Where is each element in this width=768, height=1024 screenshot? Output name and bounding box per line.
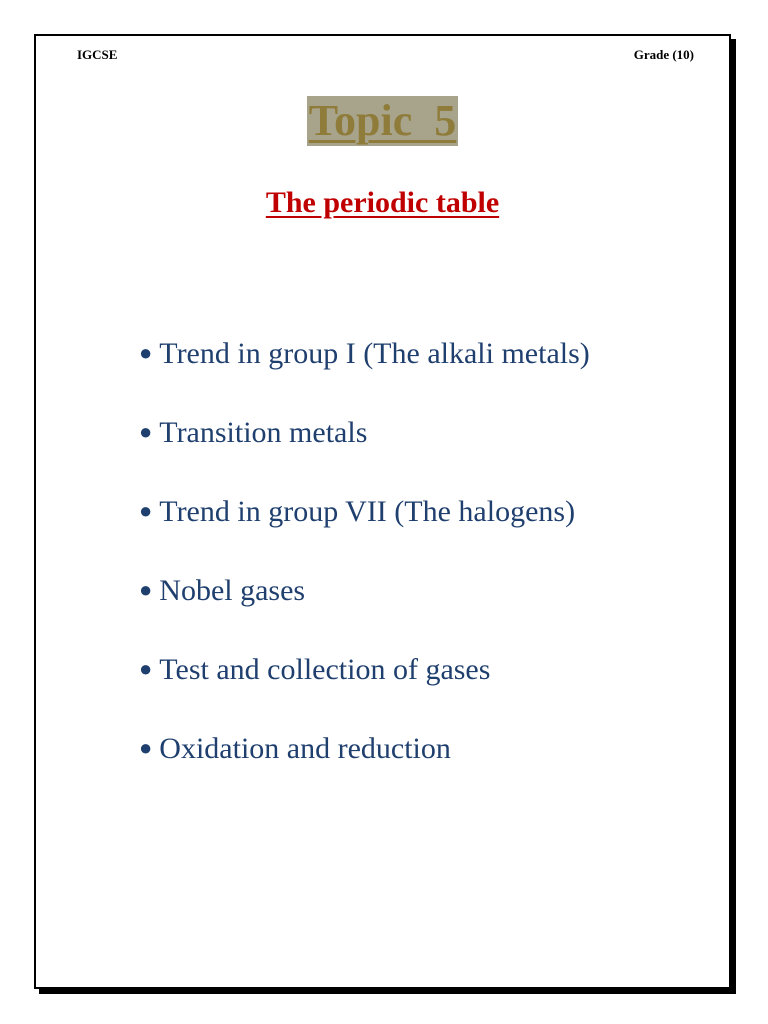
- list-item-text: Trend in group VII (The halogens): [159, 495, 576, 528]
- list-item: [139, 491, 590, 570]
- topic-list: [139, 333, 590, 807]
- list-item: [139, 333, 590, 412]
- topic-title: [36, 96, 729, 146]
- list-item: [139, 412, 590, 491]
- topic-title-text: Topic 5: [308, 96, 457, 145]
- course-label: IGCSE: [77, 47, 118, 62]
- list-item: [139, 570, 590, 649]
- list-item-text: Trend in group I (The alkali metals): [159, 337, 590, 370]
- grade-label: Grade (10): [633, 47, 694, 62]
- list-item: [139, 649, 590, 728]
- page-frame: [34, 34, 731, 989]
- page-subtitle: The periodic table: [265, 186, 500, 219]
- list-item-text: Transition metals: [159, 416, 368, 449]
- bullet-icon: ●: [139, 419, 153, 444]
- list-item-text: Oxidation and reduction: [159, 732, 451, 765]
- bullet-icon: ●: [139, 735, 153, 760]
- list-item-text: Test and collection of gases: [159, 653, 491, 686]
- list-item-text: Nobel gases: [159, 574, 306, 607]
- bullet-icon: ●: [139, 577, 153, 602]
- bullet-icon: ●: [139, 498, 153, 523]
- list-item: [139, 728, 590, 807]
- bullet-icon: ●: [139, 656, 153, 681]
- bullet-icon: ●: [139, 340, 153, 365]
